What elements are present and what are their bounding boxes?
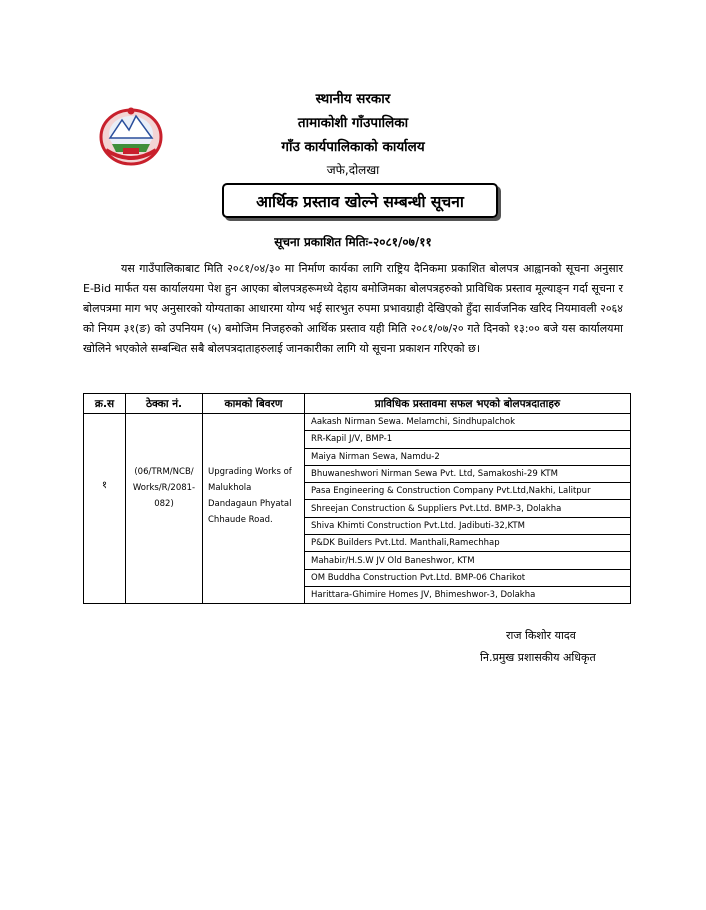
cell-sn: १ (84, 414, 126, 604)
list-item (305, 414, 630, 431)
bidder-name: OM Buddha Construction Pvt.Ltd. BMP-06 Charikot (305, 569, 630, 586)
list-item (305, 535, 630, 552)
signatory-designation: नि.प्रमुख प्रशासकीय अधिकृत (480, 651, 596, 664)
bidder-name: Harittara-Ghimire Homes JV, Bhimeshwor-3, Dolakha (311, 590, 536, 601)
notice-title: आर्थिक प्रस्ताव खोल्ने सम्बन्धी सूचना (222, 183, 498, 218)
col-header-contract: ठेक्का नं. (126, 394, 203, 414)
cell-bidders (305, 414, 631, 604)
notice-body: यस गाउँपालिकाबाट मिति २०८१/०४/३० मा निर्माण कार्यका लागि राष्ट्रिय दैनिकमा प्रकाशित बोलपत्र आह्वानको सूचना अनुसार E-Bid मार्फत यस कार्यालयमा पेश हुन आएका बोलपत्रहरूमध्ये देहाय बमोजिमका बोलपत्रहरुको प्राविधिक प्रस्ताव मूल्याङ्न गर्दा सूचना र बोलपत्रमा माग भए अनुसारको योग्यताका आधारमा योग्य भई सारभुत रुपमा प्रभावग्राही देखिएको हुँदा सार्वजनिक खरिद नियमावली २०६४ को नियम ३१(ङ) को उपनियम (५) बमोजिम निजहरुको आर्थिक प्रस्ताव यही मिति २०८१/०७/२० गते दिनको १३:०० बजे यस कार्यालयमा खोलिने भएकोले सम्बन्धित सबै बोलपत्रदाताहरुलाई जानकारीका लागि यो सूचना प्रकाशन गरिएको छ। (83, 262, 623, 355)
table-row (84, 414, 631, 604)
list-item (305, 431, 630, 448)
list-item (305, 569, 630, 586)
col-header-sn: क्र.स (84, 394, 126, 414)
bidder-name: Mahabir/H.S.W JV Old Baneshwor, KTM (305, 552, 630, 569)
header-local-government: स्थानीय सरकार (315, 91, 391, 107)
list-item (305, 586, 630, 603)
cell-work-description: Upgrading Works of Malukhola Dandagaun Phyatal Chhaude Road. (203, 414, 305, 604)
bidder-name: Bhuwaneshwori Nirman Sewa Pvt. Ltd, Samakoshi-29 KTM (305, 465, 630, 482)
bidder-name: Shreejan Construction & Suppliers Pvt.Ltd. BMP-3, Dolakha (305, 500, 630, 517)
bidders-list (305, 414, 630, 603)
publish-date: सूचना प्रकाशित मितिः-२०८१/०७/११ (274, 235, 432, 249)
signatory-name: राज किशोर यादव (506, 629, 576, 642)
bidder-name: Aakash Nirman Sewa. Melamchi, Sindhupalchok (305, 414, 630, 431)
col-header-bidders: प्राविधिक प्रस्तावमा सफल भएको बोलपत्रदाताहरु (305, 394, 631, 414)
col-header-work: कामको बिवरण (203, 394, 305, 414)
header-municipality: तामाकोशी गाँउपालिका (297, 115, 409, 131)
list-item (305, 500, 630, 517)
bidder-name: Maiya Nirman Sewa, Namdu-2 (305, 448, 630, 465)
header-location: जफे,दोलखा (326, 163, 380, 177)
header-office: गाँउ कार्यपालिकाको कार्यालय (281, 139, 425, 155)
bidders-table (83, 393, 631, 604)
bidder-name: Shiva Khimti Construction Pvt.Ltd. Jadibuti-32,KTM (305, 517, 630, 534)
list-item (305, 517, 630, 534)
bidder-name: Pasa Engineering & Construction Company Pvt.Ltd,Nakhi, Lalitpur (305, 483, 630, 500)
list-item (305, 465, 630, 482)
list-item (305, 448, 630, 465)
list-item (305, 552, 630, 569)
bidder-name: P&DK Builders Pvt.Ltd. Manthali,Ramechhap (305, 535, 630, 552)
list-item (305, 483, 630, 500)
cell-contract-no: (06/TRM/NCB/ Works/R/2081- 082) (126, 414, 203, 604)
table-header-row (84, 394, 631, 414)
bidder-name: RR-Kapil J/V, BMP-1 (305, 431, 630, 448)
